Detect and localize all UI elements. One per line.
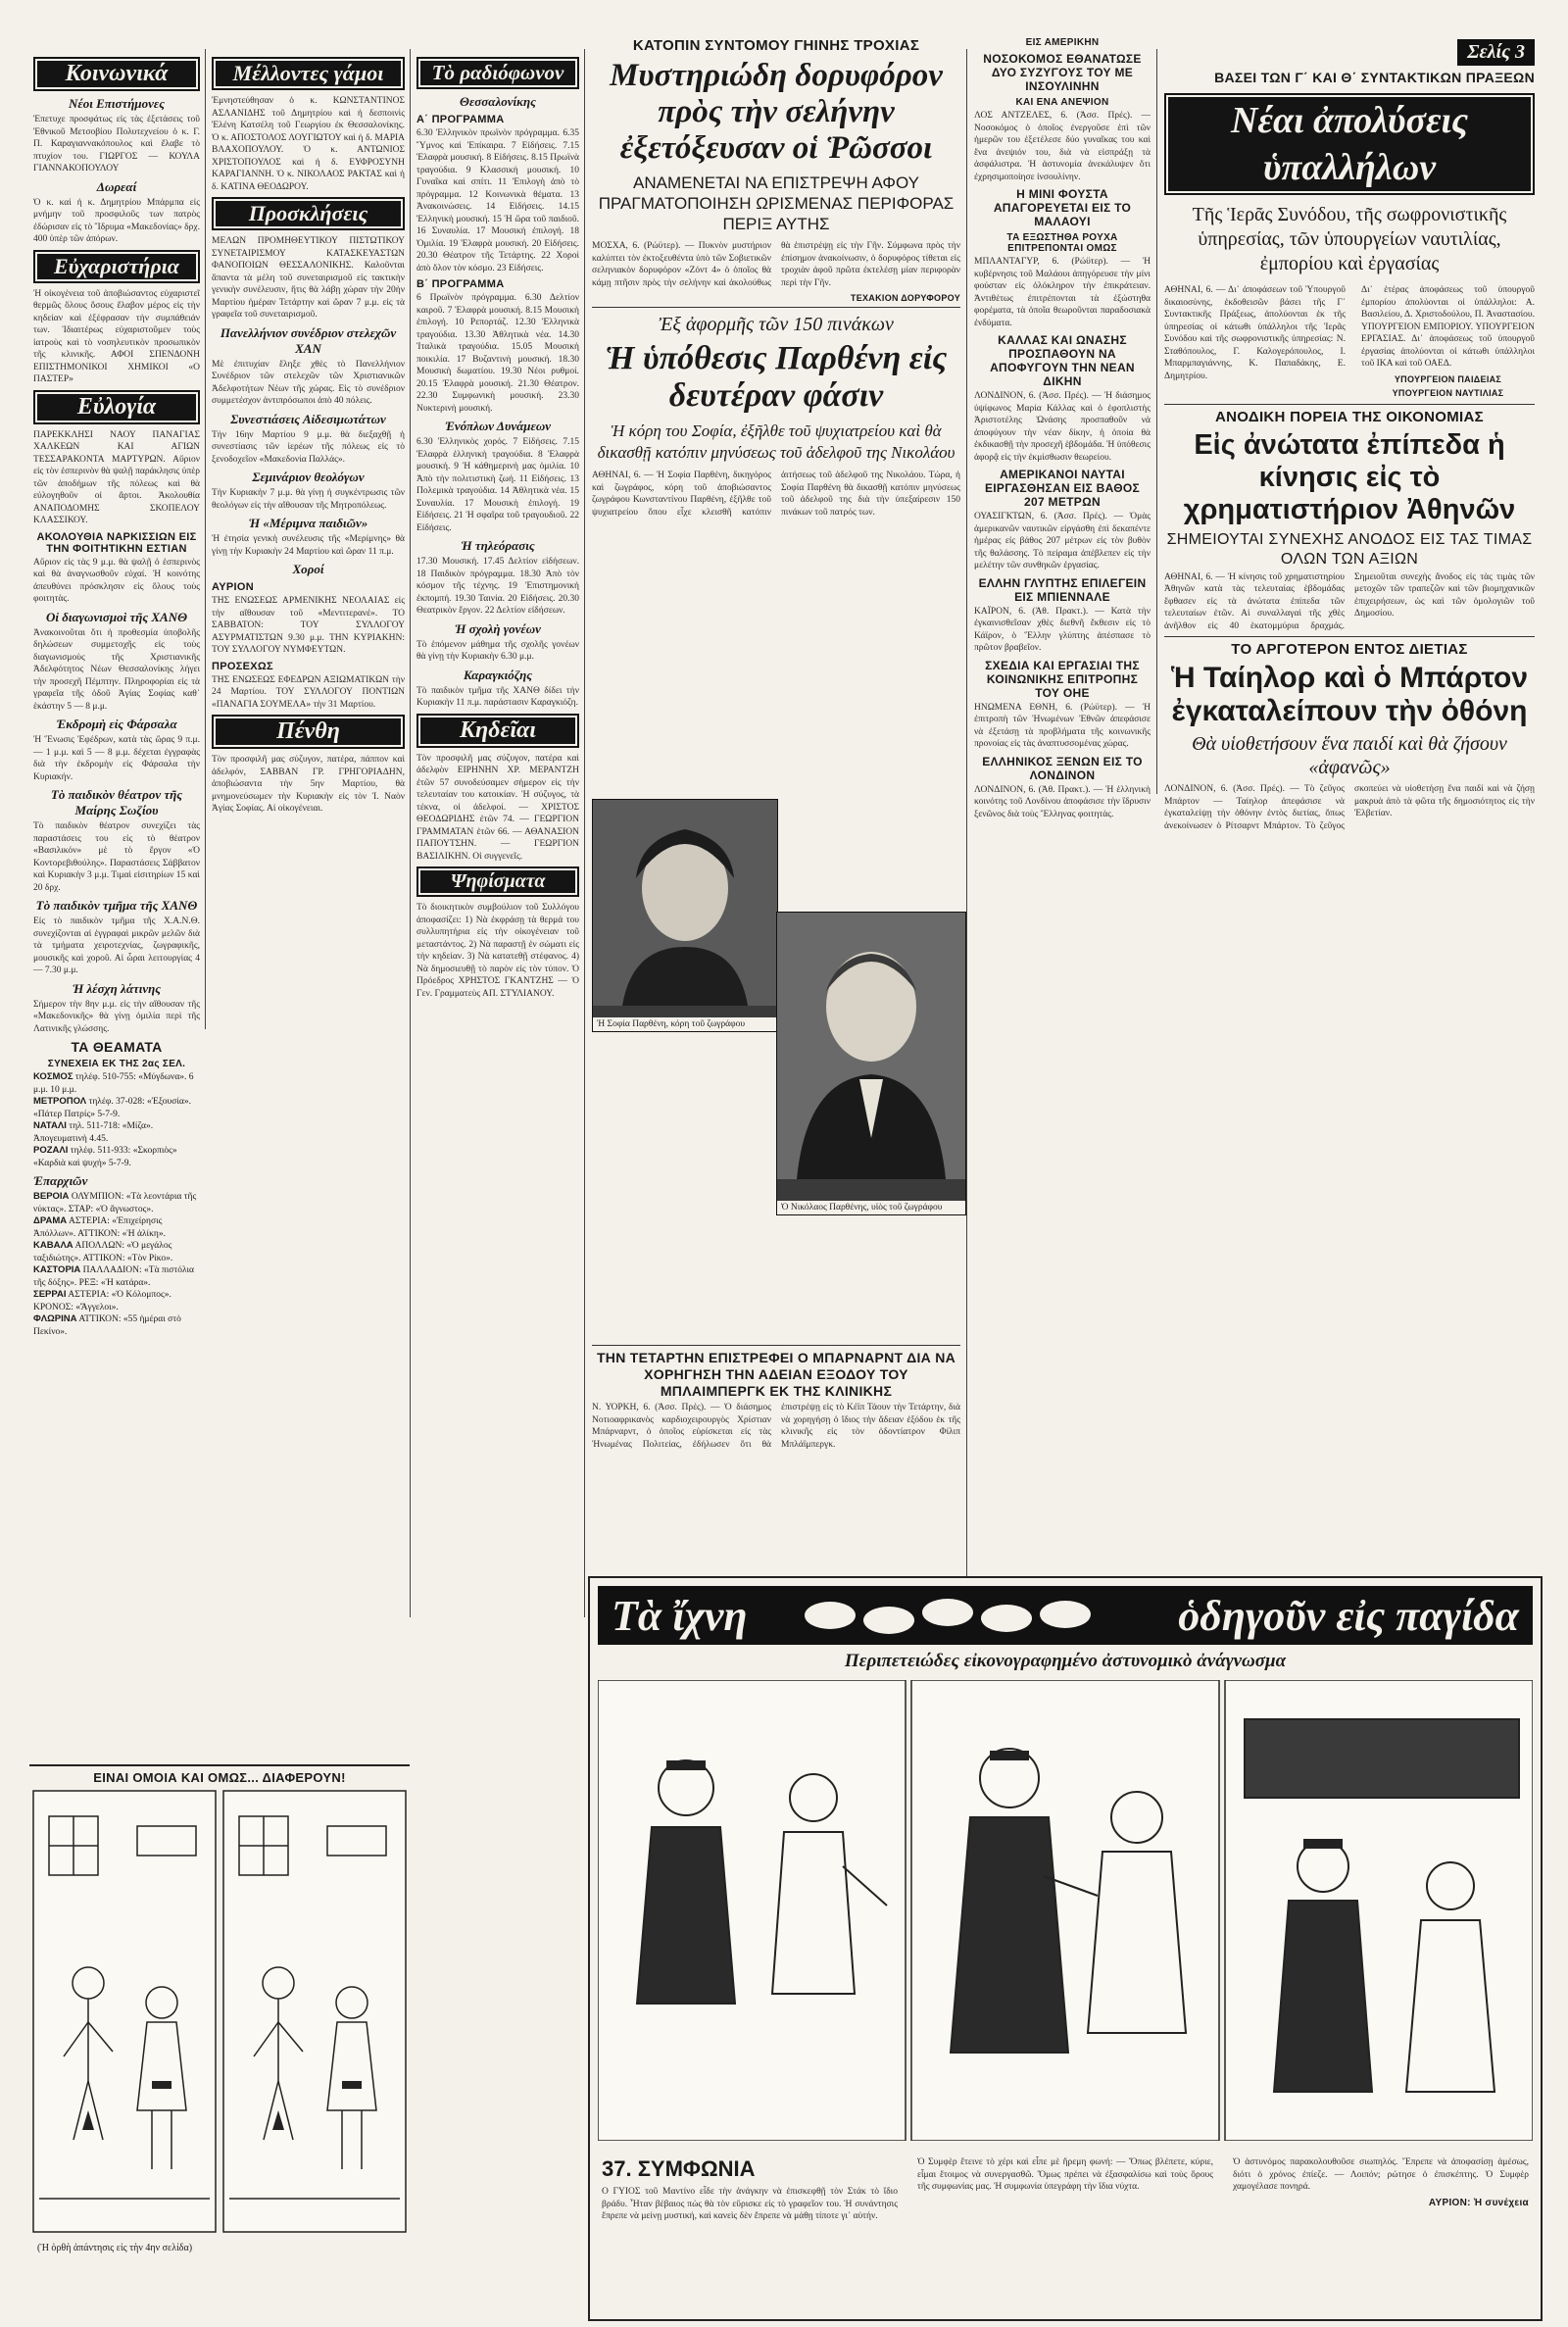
column-radio <box>413 0 583 1004</box>
section-heading: Ἡ «Μέριμνα παιδιῶν» <box>248 516 368 530</box>
listing-name: ΝΑΤΑΛΙ <box>33 1120 67 1131</box>
main-headline: Μυστηριώδη δορυφόρον πρὸς τὴν σελήνην ἐξετόξευσαν οἱ Ῥῶσσοι <box>610 58 943 166</box>
column-rule <box>1156 49 1157 794</box>
section-heading: Τὸ παιδικὸν τμῆμα τῆς ΧΑΝΘ <box>35 898 198 913</box>
story-headline: ΣΧΕΔΙΑ ΚΑΙ ΕΡΓΑΣΙΑΙ ΤΗΣ ΚΟΙΝΩΝΙΚΗΣ ΕΠΙΤΡΟΠΗΣ ΤΟΥ ΟΗΕ <box>985 658 1140 700</box>
listing-item <box>33 1313 200 1338</box>
column-domestic <box>1160 0 1539 836</box>
section-heading: Καραγκιόζης <box>463 667 533 682</box>
section-heading: Πανελλήνιον συνέδριον στελεχῶν ΧΑΝ <box>220 324 397 356</box>
article-text: Εἰς τὸ παιδικὸν τμῆμα τῆς Χ.Α.Ν.Θ. συνεχίζονται αἱ ἐγγραφαὶ μικρῶν μελῶν διὰ τὰ τμήματα χειροτεχνίας, ζωγραφικῆς, μουσικῆς καὶ χοροῦ. Αἱ ὧραι λειτουργίας 4 — 7.30 μ.μ. <box>33 916 203 975</box>
story-headline: ΝΟΣΟΚΟΜΟΣ ΕΘΑΝΑΤΩΣΕ ΔΥΟ ΣΥΖΥΓΟΥΣ ΤΟΥ ΜΕ ΙΝΣΟΥΛΙΝΗΝ <box>983 52 1142 93</box>
article-text: ΤΗΣ ΕΝΩΣΕΩΣ ΕΦΕΔΡΩΝ ΑΞΙΩΜΑΤΙΚΩΝ τὴν 24 Μαρτίου. ΤΟΥ ΣΥΛΛΟΓΟΥ ΠΟΝΤΙΩΝ «ΠΑΝΑΓΙΑ ΣΟΥΜΕΛΑ» τὴν 31 Μαρτίου. <box>212 674 408 710</box>
section-heading: Ἐνόπλων Δυνάμεων <box>444 419 552 433</box>
article-text: Τὴν 16ην Μαρτίου 9 μ.μ. θὰ διεξαχθῇ ἡ συνεστίασις τῶν ἱερέων τῆς πόλεως εἰς τὸ ξενοδοχεῖον «Μακεδονία Παλλάς». <box>212 429 408 465</box>
right-subcolumn <box>1357 284 1539 400</box>
mellontes-header: Μέλλοντες γάμοι <box>212 57 405 90</box>
article-text: Τὸ διοικητικὸν συμβούλιον τοῦ Συλλόγου ἀποφασίζει: 1) Νὰ ἐκφράσῃ τὰ θερμά του συλλυπητήρια εἰς τὴν οἰκογένειαν τοῦ μεταστάντος. 2) Νὰ παραστῇ ἐν σώματι εἰς τὴν κηδείαν. 3) Νὰ κατατεθῇ στέφανος. 4) Νὰ δημοσιευθῇ τὸ παρὸν εἰς τὸν τύπον. Ὁ Πρόεδρος ΧΡΗΣΤΟΣ ΓΚΑΝΤΖΗΣ — Ὁ Γεν. Γραμματεὺς ΑΠ. ΣΤΥΛΙΑΝΟΥ. <box>416 903 582 999</box>
section-heading: Ἡ σχολὴ γονέων <box>455 620 541 636</box>
column-social <box>29 0 204 1338</box>
listing-text: ΑΣΤΕΡΙΑ: «Ἐπιχείρησις Ἀπόλλων». ΑΤΤΙΚΟΝ: «Ἡ ἀλίκη». <box>33 1216 166 1239</box>
banner-headline: Νέαι ἀπολύσεις ὑπαλλήλων <box>1164 93 1535 195</box>
cartoon-title: ΕΙΝΑΙ ΟΜΟΙΑ ΚΑΙ ΟΜΩΣ... ΔΙΑΦΕΡΟΥΝ! <box>93 1770 346 1785</box>
eucharistiria-header: Εὐχαριστήρια <box>33 250 200 283</box>
article-text: ΜΠΛΑΝΤΑΓΥΡ, 6. (Ρώϋτερ). — Ἡ κυβέρνησις τοῦ Μαλάουι ἀπηγόρευσε τὴν μίνι φούσταν εἰς ὁλόκληρον τὴν ἐπικράτειαν. Ἀντιθέτως ἐπιτρέπονται τὰ ἐξώστηθα φορέματα, τὰ ὁποῖα θεωροῦνται παραδοσιακὰ ἐνδύματα. <box>974 257 1153 328</box>
psifismata-header: Ψηφίσματα <box>416 866 579 897</box>
listing-text: τηλέφ. 37-028: «Ἐξουσία». «Πάτερ Πατρίς» 5-7-9. <box>33 1097 192 1119</box>
story-headline: Η ΜΙΝΙ ΦΟΥΣΤΑ ΑΠΑΓΟΡΕΥΕΤΑΙ ΕΙΣ ΤΟ ΜΑΛΑΟΥΙ <box>993 187 1132 228</box>
photo-sofia-parthenis <box>592 799 778 1032</box>
divider <box>1164 404 1535 405</box>
town-list <box>29 1191 204 1338</box>
section-heading: Ἡ τηλεόρασις <box>461 538 535 553</box>
listing-name: ΚΑΒΑΛΑ <box>33 1240 74 1251</box>
theamata-header: ΤΑ ΘΕΑΜΑΤΑ <box>71 1039 163 1055</box>
column-foreign-news <box>970 0 1154 824</box>
section-heading: Θεσσαλονίκης <box>460 94 536 109</box>
listing-item <box>33 1096 200 1120</box>
page-tag-row <box>1164 39 1535 66</box>
article-text: Ἐπετυχε προσφάτως εἰς τὰς ἐξετάσεις τοῦ Ἐθνικοῦ Μετσοβίου Πολυτεχνείου ὁ κ. Γ. Π. Καραγιαννακόπουλος καὶ ἔλαβε τὸ πτυχίον του. ΓΙΩΡΓΟΣ — ΚΟΥΛΑ ΓΙΑΝΝΑΚΟΠΟΥΛΟΥ <box>33 115 203 173</box>
listing-name: ΔΡΑΜΑ <box>33 1215 68 1226</box>
article-text: Αὔριον εἰς τὰς 9 μ.μ. θὰ ψαλῇ ὁ ἑσπερινὸς καὶ θὰ ἀναγνωσθοῦν εὐχαί. Ἡ κοινότης ἀπευθύνει πρόσκλησιν εἰς ὅλους τοὺς φοιτητὰς. <box>33 557 203 604</box>
column-rule <box>584 49 585 1617</box>
byline: ΤΕΧΑΚΙΟΝ ΔΟΡΥΦΟΡΟΥ <box>850 293 960 303</box>
prosklisis-header: Προσκλήσεις <box>212 197 405 230</box>
comic-title-banner <box>598 1586 1533 1645</box>
article-text: Ἐμνηστεύθησαν ὁ κ. ΚΩΝΣΤΑΝΤΙΝΟΣ ΑΣΛΑΝΙΔΗΣ τοῦ Δημητρίου καὶ ἡ δεσποινὶς Ἑλένη Κατσέλη τοῦ Γεωργίου ἐκ Θεσσαλονίκης. Ὁ κ. ΑΠΟΣΤΟΛΟΣ ΛΟΥΓΙΩΤΟΥ καὶ ἡ δ. ΜΑΡΙΑ ΒΛΑΧΟΠΟΥΛΟΥ. Ὁ κ. ΑΝΤΩΝΙΟΣ ΧΡΙΣΤΟΠΟΥΛΟΣ καὶ ἡ δ. ΕΥΦΡΟΣΥΝΗ ΚΑΡΑΓΙΑΝΝΗ. Ὁ κ. ΝΙΚΟΛΑΟΣ ΡΑΚΤΑΣ καὶ ἡ δ. ΚΑΤΙΝΑ ΘΕΟΔΩΡΟΥ. <box>212 96 408 192</box>
listing-text: ΑΤΤΙΚΟΝ: «55 ἡμέραι στὸ Πεκίνο». <box>33 1314 181 1337</box>
comic-panels <box>598 1680 1533 2141</box>
article-text: 17.30 Μουσική. 17.45 Δελτίον εἰδήσεων. 18 Παιδικὸν πρόγραμμα. 18.30 Ἀπὸ τὸν κόσμον τῆς τέχνης. 19 Ἐπιστημονικὴ ἐκπομπή. 19.30 Ταινία. 20 Εἰδήσεις. 20.30 Θεατρικὸν ἔργον. 22 Δελτίον εἰδήσεων. <box>416 557 582 616</box>
kicker: ΕΙΣ ΑΜΕΡΙΚΗΝ <box>1025 37 1100 48</box>
radio-header: Τὸ ραδιόφωνον <box>416 57 579 89</box>
listing-text: ΠΑΛΛΑΔΙΟΝ: «Τὰ πιστόλια τῆς δόξης». ΡΕΞ: «Ἡ κατάρα». <box>33 1265 194 1288</box>
article-text: Τὸν προσφιλῆ μας σύζυγον, πατέρα καὶ ἀδελφὸν ΕΙΡΗΝΗΝ ΧΡ. ΜΕΡΑΝΤΖΗ ἐτῶν 57 συνοδεύσαμεν σήμερον εἰς τὴν τελευταίαν του κατοικίαν. Ἡ σύζυγος, τὰ τέκνα, οἱ ἀδελφοί. — ΧΡΙΣΤΟΣ ΘΕΟΔΩΡΙΔΗΣ ἐτῶν 74. — ΓΕΩΡΓΙΟΝ ΓΡΑΜΜΑΤΑΝ ἐτῶν 66. — ΑΘΑΝΑΣΙΟΝ ΠΑΠΟΥΤΣΗΝ. — ΓΕΩΡΓΙΟΝ ΒΑΣΙΛΙΚΗΝ. Οἱ συγγενεῖς. <box>416 753 582 862</box>
eulogia-header: Εὐλογία <box>33 390 200 424</box>
column-rule <box>205 49 206 1029</box>
section-subheading: ΑΥΡΙΟΝ <box>212 581 254 593</box>
section-heading: Ἡ λέσχη λάτινης <box>72 980 162 996</box>
section-subheading: ΥΠΟΥΡΓΕΙΟΝ ΠΑΙΔΕΙΑΣ <box>1394 373 1502 384</box>
comic-subtitle: Περιπετειώδες εἰκονογραφημένο ἀστυνομικὸ ἀνάγνωσμα <box>844 1651 1287 1671</box>
article-text: Τὴν Κυριακὴν 7 μ.μ. θὰ γίνῃ ἡ συγκέντρωσις τῶν θεολόγων εἰς τὴν αἴθουσαν τῆς Μητροπόλεως. <box>212 488 408 511</box>
listing-text: ΟΛΥΜΠΙΟΝ: «Τὰ λεοντάρια τῆς νύκτας». ΣΤΑΡ: «Ὁ ἄγνωστος». <box>33 1192 197 1214</box>
econ-headline: Εἰς ἀνώτατα ἐπίπεδα ἡ κίνησις εἰς τὸ χρηματιστήριον Ἀθηνῶν <box>1183 428 1516 525</box>
taylor-kicker: ΤΟ ΑΡΓΟΤΕΡΟΝ ΕΝΤΟΣ ΔΙΕΤΙΑΣ <box>1231 641 1468 658</box>
column-main-news <box>588 0 964 522</box>
listing-text: τηλέφ. 511-933: «Σκορπιὸς» «Καρδιὰ καὶ ψυχή» 5-7-9. <box>33 1146 177 1168</box>
article-text: Τὸ παιδικὸν τμῆμα τῆς ΧΑΝΘ δίδει τὴν Κυριακὴν 11 π.μ. παράστασιν Καραγκιόζη. <box>416 685 582 708</box>
comic-text: Ὁ ἀστυνόμος παρακολουθοῦσε σιωπηλός. Ἔπρεπε νὰ ἀποφασίσῃ ἀμέσως, διότι ὁ χρόνος ἐπίεζε. — Λοιπόν; ρώτησε ὁ ἐπισκέπτης. Ὁ Συμφὲρ χαμογέλασε πονηρά. <box>1233 2157 1532 2192</box>
two-column-body <box>1160 284 1539 400</box>
article-text: ΚΑΪΡΟΝ, 6. (Ἀθ. Πρακτ.). — Κατὰ τὴν ἐγκαινισθεῖσαν χθὲς διεθνῆ ἔκθεσιν εἰς τὸ Κάϊρον, ὁ Ἕλλην γλύπτης ἀπέσπασε τὸ πρῶτον βραβεῖον. <box>974 606 1153 653</box>
section-heading: Συνεστιάσεις Αἰδεσιμωτάτων <box>230 411 386 426</box>
comic-title-left: Τὰ ἴχνη <box>612 1591 748 1640</box>
article-text: 6.30 Ἑλληνικὸς χορός. 7 Εἰδήσεις. 7.15 Ἑλαφρὰ ἑλληνικὴ τραγούδια. 8 Ἑλαφρὰ μουσική. 9 Ἡ κάθημερινὴ μας ὁμιλία. 10 Ἀπὸ τὴν πολιτιστικὴ ζωή. 11 Εἰδήσεις. 13 Πολεμικὰ τραγούδια. 14 Ἀθλητικὰ νέα. 15 Συναυλία. 17 Μουσικὴ ἐπιλογή. 19 Εἰδήσεις. 21 Ἡ σφαῖρα τοῦ τραγουδιοῦ. 22 Εἰδήσεις. <box>416 437 582 533</box>
parthenis-deck: Ἡ κόρη του Σοφία, ἐξῆλθε τοῦ ψυχιατρείου καὶ θὰ δικασθῇ κατόπιν μηνύσεως τοῦ ἀδελφοῦ της Νικολάου <box>597 421 956 462</box>
story-headline: ΚΑΛΛΑΣ ΚΑΙ ΩΝΑΣΗΣ ΠΡΟΣΠΑΘΟΥΝ ΝΑ ΑΠΟΦΥΓΟΥΝ ΤΗΝ ΝΕΑΝ ΔΙΚΗΝ <box>990 333 1135 388</box>
article-text: ΑΘΗΝΑΙ, 6. — Ἡ κίνησις τοῦ χρηματιστηρίου Ἀθηνῶν κατὰ τὰς τελευταίας ἑβδομάδας ἔφθασεν εἰς τὰ ἀνώτατα ἐπίπεδα τῶν τελευταίων ἐτῶν. Αἱ συναλλαγαὶ τῆς χθὲς ἀνῆλθον εἰς 40 ἑκατομμύρια δραχμάς. Σημειοῦται συνεχὴς ἄνοδος εἰς τὰς τιμὰς τῶν μετοχῶν τῶν τραπεζῶν καὶ τῶν βιομηχανικῶν ἐπιχειρήσεων, ὡς καὶ τῶν ὁμολογιῶν τοῦ Δημοσίου. <box>1164 571 1538 631</box>
comic-continued: ΑΥΡΙΟΝ: Ἡ συνέχεια <box>1428 2197 1529 2208</box>
photo-nikolaos-parthenis <box>776 912 966 1215</box>
article-text: Δι᾽ ἑτέρας ἀποφάσεως τοῦ ὑπουργοῦ ἐμπορίου ἀπολύονται οἱ ὑπάλληλοι: Α. Βασιλείου, Δ. Χριστοδούλου, Π. Ἀναστασίου. ΥΠΟΥΡΓΕΙΟΝ ΕΜΠΟΡΙΟΥ. ΥΠΟΥΡΓΕΙΟΝ ΕΡΓΑΣΙΑΣ. Δι᾽ ἀποφάσεως τοῦ ὑπουργοῦ ἐργασίας ἀπολύονται οἱ κάτωθι ὑπάλληλοι τοῦ ΙΚΑ καὶ τοῦ ΟΑΕΔ. <box>1361 285 1538 369</box>
listing-item <box>33 1191 200 1215</box>
listing-name: ΦΛΩΡΙΝΑ <box>33 1313 77 1324</box>
taylor-deck: Θὰ υἱοθετήσουν ἕνα παιδί καὶ θὰ ζήσουν «ἀφανῶς» <box>1192 733 1507 778</box>
listing-name: ΚΟΣΜΟΣ <box>33 1071 74 1082</box>
listing-item <box>33 1145 200 1169</box>
article-text: ΗΝΩΜΕΝΑ ΕΘΝΗ, 6. (Ρώϋτερ). — Ἡ ἐπιτροπὴ τῶν Ἡνωμένων Ἐθνῶν ἀπεφάσισε νὰ ἐξετάσῃ τὰ προβλήματα τῆς κοινωνικῆς προνοίας εἰς τὰς ἀναπτυσσομένας χώρας. <box>974 702 1153 749</box>
listing-name: ΡΟΖΑΛΙ <box>33 1145 69 1156</box>
section-heading: Ἐκδρομὴ εἰς Φάρσαλα <box>56 717 177 731</box>
page-number-tag: Σελίς 3 <box>1457 39 1535 66</box>
column-events <box>208 0 409 819</box>
taylor-headline: Ἡ Ταίηλορ καὶ ὁ Μπάρτον ἐγκαταλείπουν τὴν ὀθόνη <box>1170 662 1529 727</box>
theamata-subheader: ΣΥΝΕΧΕΙΑ ΕΚ ΤΗΣ 2ας ΣΕΛ. <box>47 1059 186 1069</box>
kicker-2: Ἐξ ἀφορμῆς τῶν 150 πινάκων <box>659 314 894 335</box>
divider <box>592 1345 960 1346</box>
article-text: 6.30 Ἑλληνικὸν πρωϊνὸν πρόγραμμα. 6.35 Ὕμνος καὶ Ἐπίκαιρα. 7 Εἰδήσεις. 7.15 Ἑλαφρὰ μουσική. 8 Εἰδήσεις. 8.15 Πρωϊνὰ τραγούδια. 9 Κλασσικὴ μουσική. 10 Γυναῖκα καὶ σπίτι. 11 Ἐπιλογὴ ἀπὸ τὸ πρόγραμμα. 12 Κοινωνικὰ θέματα. 13 Ἀνακοινώσεις. 14 Εἰδήσεις. 14.15 Ἑλληνικὴ μουσική. 15 Ἡ ὥρα τοῦ παιδιοῦ. 16 Συναυλία. 17 Μουσικὴ ἐπιλογή. 18 Ὁμιλία. 19 Ἐλαφρὰ μουσική. 20 Εἰδήσεις. 20.30 Θέατρον τῆς Τετάρτης. 22 Χοροὶ ἀπὸ ὅλον τὸν κόσμο. 23 Εἰδήσεις. <box>416 128 582 273</box>
article-text: Ἡ οἰκογένεια τοῦ ἀποβιώσαντος εὐχαριστεῖ θερμῶς ὅλους ὅσους ἔλαβον μέρος εἰς τὴν κηδείαν καὶ ἐξέφρασαν τὴν συμπάθειάν των. Ἰδιαιτέρως εὐχαριστοῦμεν τοὺς ἰατροὺς καὶ τὸ νοσηλευτικὸν προσωπικὸν τῆς κλινικῆς. ΑΦΟΙ ΣΠΕΝΔΟΝΗ ΕΠΙΣΤΗΜΟΝΙΚΟΙ ΧΗΜΙΚΟΙ «Ο ΠΑΣΤΕΡ» <box>33 288 203 384</box>
section-subheading: ΠΡΟΣΕΧΩΣ <box>212 660 273 672</box>
section-heading: Ἐπαρχιῶν <box>33 1173 88 1188</box>
penthi-header: Πένθη <box>212 715 405 749</box>
article-text: Τὸ παιδικὸν θέατρον συνεχίζει τὰς παραστάσεις του εἰς τὸ θέατρον «Βασιλικόν» μὲ τὸ ἔργον «Ὁ Κοντορεβιθούλης». Παραστάσεις Σάββατον καὶ Κυριακὴν 3 μ.μ. Τιμαὶ εἰσιτηρίων 15 καὶ 20 δρχ. <box>33 821 203 893</box>
econ-kicker: ΑΝΟΔΙΚΗ ΠΟΡΕΙΑ ΤΗΣ ΟΙΚΟΝΟΜΙΑΣ <box>1215 408 1484 425</box>
article-text: Ν. ΥΟΡΚΗ, 6. (Ἀσσ. Πρές). — Ὁ διάσημος Νοτιοαφρικανὸς καρδιοχειρουργὸς Χρίστιαν Μπάρναρντ, ὁ ὁποῖος εὑρίσκεται εἰς τὰς Ἡνωμένας Πολιτείας, ἐδήλωσεν ὅτι θὰ ἐπιστρέψῃ εἰς τὸ Κέϊπ Τάουν τὴν Τετάρτην, διὰ νὰ χορηγήσῃ ὁ ἴδιος τὴν ἄδειαν ἐξόδου ἐκ τῆς κλινικῆς εἰς τὸν ὀδοντίατρον Φίλιπ Μπλάϊμπεργκ. <box>592 1403 963 1450</box>
listing-name: ΒΕΡΟΙΑ <box>33 1191 70 1202</box>
footprints-icon <box>801 1591 1124 1640</box>
comic-title-right: ὁδηγοῦν εἰς παγίδα <box>1178 1591 1519 1640</box>
article-text: Ὁ κ. καὶ ἡ κ. Δημητρίου Μπάρμπα εἰς μνήμην τοῦ προσφιλοῦς των πατρὸς ἐδώρισαν εἰς τὸ Ἵδρυμα «Μακεδονίας» δρχ. 400 ὑπὲρ τῶν ἀπόρων. <box>33 197 203 244</box>
listing-text: ΑΠΟΛΛΩΝ: «Ὁ μεγάλος ταξιδιώτης». ΑΤΤΙΚΟΝ: «Τὸν Ρίκο». <box>33 1241 173 1263</box>
banner-deck: Τῆς Ἱερᾶς Συνόδου, τῆς σωφρονιστικῆς ὑπηρεσίας, τῶν ὑπουργείων ναυτιλίας, ἐμπορίου καὶ ἐργασίας <box>1192 204 1507 274</box>
cinema-list <box>29 1071 204 1169</box>
portrait-image <box>777 913 965 1179</box>
listing-text: ΑΣΤΕΡΙΑ: «Ὁ Κόλομπος». ΚΡΟΝΟΣ: «Ἄγγελοι». <box>33 1290 172 1312</box>
listing-text: τηλ. 511-718: «Μίζα». Ἀπογευματινὴ 4.45. <box>33 1121 154 1144</box>
section-subheading: Β΄ ΠΡΟΓΡΑΜΜΑ <box>416 278 505 290</box>
comic-text-row <box>598 2156 1533 2227</box>
story-subheadline: ΤΑ ΕΞΩΣΤΗΘΑ ΡΟΥΧΑ ΕΠΙΤΡΕΠΟΝΤΑΙ ΟΜΩΣ <box>1006 232 1118 254</box>
comic-text: Ὁ Συμφὲρ ἔτεινε τὸ χέρι καὶ εἶπε μὲ ἤρεμη φωνή: — Ὅπως βλέπετε, κύριε, εἶμαι ἕτοιμος νὰ συνεργασθῶ. Ὅμως πρέπει νὰ ἐξασφαλίσω καὶ τοὺς ὅρους τῆς συμφωνίας μας. Ἡ συμφωνία ὑπεγράφη τὴν ἴδια νύχτα. <box>917 2157 1216 2192</box>
listing-item <box>33 1071 200 1096</box>
article-text: ΛΟΝΔΙΝΟΝ, 6. (Ἀσσ. Πρές). — Ἡ διάσημος ὑψίφωνος Μαρία Κάλλας καὶ ὁ ἐφοπλιστὴς Ἀριστοτέλης Ὠνάσης προσπαθοῦν νὰ ἀποφύγουν τὴν νέαν δίκην, ἡ ὁποία θὰ ἐκδικασθῇ τὴν προσεχῆ ἑβδομάδα. Ἡ ὑπόθεσις ἀφορᾷ εἰς τὴν ἐκμίσθωσιν θεωρείου. <box>974 391 1153 463</box>
article-text: ΟΥΑΣΙΓΚΤΩΝ, 6. (Ἀσσ. Πρές). — Ὁμὰς ἀμερικανῶν ναυτικῶν εἰργάσθη ἐπὶ δεκαπέντε ἡμέρας εἰς βάθος 207 μέτρων εἰς τὸν βυθὸν τῆς θαλάσσης. Τὸ πείραμα ἀπέβλεπεν εἰς τὴν μελέτην τῶν συνθηκῶν ἐργασίας. <box>974 512 1153 570</box>
section-heading: Σεμινάριον θεολόγων <box>252 470 365 484</box>
listing-name: ΜΕΤΡΟΠΟΛ <box>33 1096 87 1107</box>
section-heading: Νέοι Επιστήμονες <box>68 96 165 111</box>
article-text: ΠΑΡΕΚΚΛΗΣΙ ΝΑΟΥ ΠΑΝΑΓΙΑΣ ΧΑΛΚΕΩΝ ΚΑΙ ΑΓΙΩΝ ΤΕΣΣΑΡΑΚΟΝΤΑ ΜΑΡΤΥΡΩΝ. Αὔριον εἰς τὸν ἑσπερινὸν θὰ ψαλῇ παράκλησις ὑπὲρ τῶν ἀποδήμων τῆς πόλεως καὶ θὰ εὐλογηθοῦν οἱ ἄρτοι. Ἀκολουθία ΑΝΑΠΟΔΟΜΗΣ ΣΚΟΠΕΛΟΥ ΚΛΑΣΣΙΚΟΥ. <box>33 429 203 525</box>
listing-item <box>33 1289 200 1313</box>
portrait-image <box>593 800 777 1006</box>
article-text: ΑΘΗΝΑΙ, 6. — Ἡ Σοφία Παρθένη, δικηγόρος καὶ ζωγράφος, κόρη τοῦ ἀποβιώσαντος ζωγράφου Κωνσταντίνου Παρθένη, ἐξῆλθε τοῦ ψυχιατρείου ὅπου εἶχε κλεισθῆ κατόπιν ἀιτήσεως τοῦ ἀδελφοῦ της Νικολάου. Τώρα, ἡ Σοφία Παρθένη θὰ δικασθῇ κατόπιν μηνύσεως τοῦ ἀδελφοῦ της διὰ τὴν ὑπεξαίρεσιν 150 πινάκων τοῦ πατρός των. <box>592 470 963 518</box>
listing-name: ΚΑΣΤΟΡΙΑ <box>33 1264 81 1275</box>
comic-strip <box>588 1576 1543 2321</box>
article-text: 6 Πρωϊνὸν πρόγραμμα. 6.30 Δελτίον καιροῦ. 7 Ἑλαφρὰ μουσική. 8.15 Μουσικὴ ἐπιλογή. 10 Ρεπορτάζ. 12.30 Ἑλληνικὰ τραγούδια. 13.30 Ἀθλητικὰ νέα. 14.30 Ἰταλικὰ τραγούδια. 15.05 Μουσικὴ ποικιλία. 17 Βυζαντινὴ μουσική. 18.30 Μουσικὴ δωματίου. 19.30 Νέοι ρυθμοί. 20.15 Ἐλαφρὰ μουσική. 21.30 Θέατρον. 22.30 Συμφωνικὴ μουσική. 23.30 Νυκτερινὴ μουσική. <box>416 293 582 414</box>
comic-text-block <box>1229 2156 1533 2227</box>
parthenis-headline: Ἡ ὑπόθεσις Παρθένη εἰς δευτέραν φάσιν <box>605 340 948 414</box>
barnard-article <box>588 1341 964 1455</box>
section-subheading: Α΄ ΠΡΟΓΡΑΜΜΑ <box>416 114 505 125</box>
koinonika-header: Κοινωνικά <box>33 57 200 91</box>
article-text: ΤΗΣ ΕΝΩΣΕΩΣ ΑΡΜΕΝΙΚΗΣ ΝΕΟΛΑΙΑΣ εἰς τὴν αἴθουσαν τοῦ «Μεντιτερανέ». ΤΟ ΣΑΒΒΑΤΟΝ: ΤΟΥ ΣΥΛΛΟΓΟΥ ΑΣΥΡΜΑΤΙΣΤΩΝ 9.30 μ.μ. ΤΗΝ ΚΥΡΙΑΚΗΝ: ΤΟΥ ΣΥΛΛΟΓΟΥ ΝΥΜΦΕΥΤΩΝ. <box>212 596 408 655</box>
section-heading: ΑΚΟΛΟΥΘΙΑ ΝΑΡΚΙΣΣΙΩΝ ΕΙΣ ΤΗΝ ΦΟΙΤΗΤΙΚΗΝ ΕΣΤΙΑΝ <box>36 530 197 555</box>
comic-text: Ο ΓΥΙΟΣ τοῦ Μαντίνο εἶδε τὴν ἀνάγκην νὰ ἐπισκεφθῇ τὸν Στάκ τὸ ἴδιο βράδυ. Ἦταν βέβαιος πὼς θὰ τὸν εὕρισκε εἰς τὸ γραφεῖον του. Ἡ συνάντησις ἔπρεπε νὰ μείνῃ μυστική, καὶ κανεὶς δὲν ἔπρεπε νὰ μάθῃ τίποτε γι᾽ αὐτήν. <box>602 2187 901 2221</box>
section-heading: Τὸ παιδικὸν θέατρον τῆς Μαίρης Σωζίου <box>50 787 183 817</box>
article-text: Μὲ ἐπιτυχίαν ἔληξε χθὲς τὸ Πανελλήνιον Συνέδριον τῶν στελεχῶν τῶν Χριστιανικῶν Ἀδελφοτήτων Νέων τῆς χώρας. Εἰς τὸ συνέδριον συμμετέσχον ἀντιπρόσωποι ἀπὸ 40 πόλεις. <box>212 359 408 406</box>
article-text: Ἡ Ἕνωσις Ἐφέδρων, κατὰ τὰς ὥρας 9 π.μ. — 1 μ.μ. καὶ 5 — 8 μ.μ. δέχεται ἐγγραφὰς διὰ τὴν ἐκδρομὴν εἰς Φάρσαλα τὴν Κυριακήν. <box>33 735 203 782</box>
listing-item <box>33 1120 200 1145</box>
article-text: ΜΟΣΧΑ, 6. (Ρώϋτερ). — Πυκνὸν μυστήριον καλύπτει τὸν ἐκτοξευθέντα ὑπὸ τῶν Σοβιετικῶν σεληνιακὸν δορυφόρον «Ζόντ 4» ὁ ὁποῖος θὰ κάμῃ πτῆσιν πρὸς τὴν σελήνην καὶ ἀκολούθως θὰ ἐπιστρέψῃ εἰς τὴν Γῆν. Σύμφωνα πρὸς τὴν ἐπίσημον ἀνακοίνωσιν, ὁ δορυφόρος τίθεται εἰς τροχιὰν ἀφοῦ πρῶτα ἐκτελέσῃ μίαν περιφορὰν περὶ τὴν Γῆν. <box>592 241 963 288</box>
section-heading: Δωρεαί <box>96 178 137 194</box>
econ-deck: ΣΗΜΕΙΟΥΤΑΙ ΣΥΝΕΧΗΣ ΑΝΟΔΟΣ ΕΙΣ ΤΑΣ ΤΙΜΑΣ ΟΛΩΝ ΤΩΝ ΑΞΙΩΝ <box>1166 530 1533 568</box>
story-headline: ΑΜΕΡΙΚΑΝΟΙ ΝΑΥΤΑΙ ΕΙΡΓΑΣΘΗΣΑΝ ΕΙΣ ΒΑΘΟΣ 207 ΜΕΤΡΩΝ <box>984 468 1141 509</box>
listing-item <box>33 1264 200 1289</box>
cartoon-illustration <box>29 1787 410 2238</box>
story-subheadline: ΚΑΙ ΕΝΑ ΑΝΕΨΙΟΝ <box>1015 97 1109 108</box>
barnard-headline: ΤΗΝ ΤΕΤΑΡΤΗΝ ΕΠΙΣΤΡΕΦΕΙ Ο ΜΠΑΡΝΑΡΝΤ ΔΙΑ ΝΑ ΧΟΡΗΓΗΣΗ ΤΗΝ ΑΔΕΙΑΝ ΕΞΟΔΟΥ ΤΟΥ ΜΠΛΑΙΜΠΕΡΓΚ ΕΚ ΤΗΣ ΚΛΙΝΙΚΗΣ <box>596 1350 956 1399</box>
section-heading: Χοροί <box>292 562 324 576</box>
kideiai-header: Κηδεῖαι <box>416 714 579 748</box>
listing-item <box>33 1240 200 1264</box>
kicker: ΚΑΤΟΠΙΝ ΣΥΝΤΟΜΟΥ ΓΗΙΝΗΣ ΤΡΟΧΙΑΣ <box>632 37 920 54</box>
comic-text-block <box>598 2156 902 2227</box>
column-rule <box>966 49 967 1578</box>
article-text: Ἀνακοινοῦται ὅτι ἡ προθεσμία ὑποβολῆς δηλώσεων συμμετοχῆς εἰς τοὺς διαγωνισμοὺς τῆς Χριστιανικῆς Ἀδελφότητος Νέων Θεσσαλονίκης λήγει τὴν προσεχῆ Πέμπτην. Πληροφορίαι εἰς τὰ γραφεῖα τῆς ὁδοῦ Ἀγίας Σοφίας καθ᾽ ἑκάστην 5 — 8 μ.μ. <box>33 627 203 712</box>
listing-name: ΣΕΡΡΑΙ <box>33 1289 67 1300</box>
photo-caption: Ὁ Νικόλαος Παρθένης, υἱὸς τοῦ ζωγράφου <box>777 1201 965 1214</box>
main-deck: ΑΝΑΜΕΝΕΤΑΙ ΝΑ ΕΠΙΣΤΡΕΨΗ ΑΦΟΥ ΠΡΑΓΜΑΤΟΠΟΙΗΣΗ ΩΡΙΣΜΕΝΑΣ ΠΕΡΙΦΟΡΑΣ ΠΕΡΙΞ ΑΥΤΗΣ <box>598 173 955 233</box>
cartoon-caption: (Ἡ ὀρθὴ ἀπάντησις εἰς τὴν 4ην σελίδα) <box>37 2243 193 2253</box>
article-text: Τὸν προσφιλῆ μας σύζυγον, πατέρα, πάππον καὶ ἀδελφόν, ΣΑΒΒΑΝ ΓΡ. ΓΡΗΓΟΡΙΑΔΗΝ, ἀποβιώσαντα τὴν 5ην Μαρτίου, θὰ μνημονεύσωμεν τὴν Κυριακὴν εἰς τὸν Ἱ. Ναὸν Ἁγίας Σοφίας. Αἱ οἰκογένειαι. <box>212 755 408 814</box>
section-subheading: ΥΠΟΥΡΓΕΙΟΝ ΝΑΥΤΙΛΙΑΣ <box>1392 387 1504 398</box>
photo-caption: Ἡ Σοφία Παρθένη, κόρη τοῦ ζωγράφου <box>593 1017 777 1031</box>
kicker: ΒΑΣΕΙ ΤΩΝ Γ΄ ΚΑΙ Θ΄ ΣΥΝΤΑΚΤΙΚΩΝ ΠΡΑΞΕΩΝ <box>1214 70 1535 85</box>
article-text: ΛΟΝΔΙΝΟΝ, 6. (Ἀσσ. Πρές). — Τὸ ζεῦγος Μπάρτον — Ταίηλορ ἀπεφάσισε νὰ ἐγκαταλείψῃ τὴν ὀθόνην ἐντὸς διετίας, ὅπως ἀνεκοίνωσεν ὁ Ρίτσαρντ Μπάρτον. Τὸ ζεῦγος σκοπεύει νὰ υἱοθετήσῃ ἕνα παιδί καὶ νὰ ζήσῃ μακρυὰ ἀπὸ τὰ φῶτα τῆς δημοσιότητος εἰς τὴν Ἑλβετίαν. <box>1164 784 1538 831</box>
article-text: Σήμερον τὴν 8ην μ.μ. εἰς τὴν αἴθουσαν τῆς «Μακεδονικῆς» θὰ γίνῃ ὁμιλία περὶ τῆς Λατινικῆς γλώσσης. <box>33 999 203 1034</box>
comic-episode-title: 37. ΣΥΜΦΩΝΙΑ <box>602 2156 756 2181</box>
article-text: Ἡ ἐτησία γενικὴ συνέλευσις τῆς «Μερίμνης» θὰ γίνῃ τὴν Κυριακὴν 24 Μαρτίου καὶ ὥραν 11 π.μ. <box>212 534 408 557</box>
article-text: ΜΕΛΩΝ ΠΡΟΜΗΘΕΥΤΙΚΟΥ ΠΙΣΤΩΤΙΚΟΥ ΣΥΝΕΤΑΙΡΙΣΜΟΥ ΚΑΤΑΣΚΕΥΑΣΤΩΝ ΦΑΝΟΠΟΙΩΝ ΘΕΣΣΑΛΟΝΙΚΗΣ. Καλοῦνται ἅπαντα τὰ μέλη τοῦ συνεταιρισμοῦ εἰς τακτικὴν γενικὴν συνέλευσιν, ἥτις θὰ λάβῃ χώραν τὴν 20ὴν Μαρτίου ἡμέραν Τετάρτην καὶ ὥραν 7 μ.μ. εἰς τὰ γραφεῖα τοῦ συνεταιρισμοῦ. <box>212 236 408 320</box>
column-rule <box>410 49 411 1617</box>
comic-text-block <box>913 2156 1217 2227</box>
listing-text: τηλέφ. 510-755: «Μύγδωνα». 6 μ.μ. 10 μ.μ. <box>33 1072 194 1095</box>
story-headline: ΕΛΛΗΝΙΚΟΣ ΞΕΝΩΝ ΕΙΣ ΤΟ ΛΟΝΔΙΝΟΝ <box>982 754 1143 782</box>
cartoon-block <box>29 1764 410 2262</box>
article-text: ΑΘΗΝΑΙ, 6. — Δι᾽ ἀποφάσεων τοῦ Ὑπουργοῦ δικαιοσύνης, ἐκδοθεισῶν βάσει τῆς Γ΄ Συντακτικῆς Πράξεως, ἀπολύονται ἐκ τῆς ὑπηρεσίας οἱ κάτωθι ὑπάλληλοι τῆς Ἱερᾶς Συνόδου καὶ τῆς σωφρονιστικῆς ὑπηρεσίας: Ν. Σταθόπουλος, Γ. Καλογερόπουλος, Ι. Μπαρμπαγιάννης, Κ. Παπαδάκης, Ε. Δημητρίου. <box>1164 285 1348 381</box>
section-heading: Οἱ διαγωνισμοὶ τῆς ΧΑΝΘ <box>45 609 188 624</box>
listing-item <box>33 1215 200 1240</box>
article-text: Τὸ ἑπόμενον μάθημα τῆς σχολῆς γονέων θὰ γίνῃ τὴν Κυριακὴν 6.30 μ.μ. <box>416 639 582 662</box>
article-text: ΛΟΝΔΙΝΟΝ, 6. (Ἀθ. Πρακτ.). — Ἡ ἑλληνικὴ κοινότης τοῦ Λονδίνου ἀποφάσισε τὴν ἵδρυσιν ξενῶνος διὰ τοὺς Ἕλληνας φοιτητὰς. <box>974 784 1153 819</box>
divider <box>1164 636 1535 637</box>
divider <box>592 307 960 308</box>
article-text: ΛΟΣ ΑΝΤΖΕΛΕΣ, 6. (Ἀσσ. Πρές). — Νοσοκόμος ὁ ὁποῖος ἐνεργοῦσε ἐπὶ τῶν ἡμερῶν του ἐξετέλεσε δύο γυναῖκας του καὶ ἕνα ἀνεψιόν του, διὰ νὰ εἰσπράξῃ τὰ ἀσφάλιστρα. Ἡ ἀστυνομία ἀνεκάλυψεν ὅτι ἐχρησιμοποίησε ἰνσουλίνην. <box>974 111 1153 182</box>
story-headline: ΕΛΛΗΝ ΓΛΥΠΤΗΣ ΕΠΙΛΕΓΕΙΝ ΕΙΣ ΜΠΙΕΝΝΑΛΕ <box>978 575 1147 604</box>
